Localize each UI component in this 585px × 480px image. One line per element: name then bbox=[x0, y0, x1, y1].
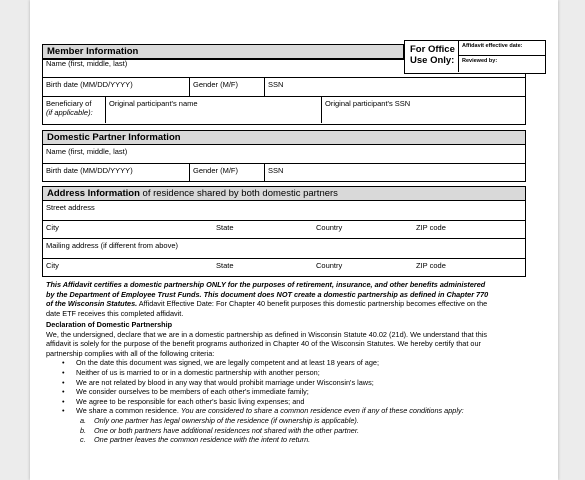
mailing-address-field[interactable]: Mailing address (if different from above) bbox=[46, 241, 179, 250]
criteria-item: • Neither of us is married to or in a domestic partnership with another person; bbox=[62, 368, 320, 377]
member-gender-field[interactable]: Gender (M/F) bbox=[189, 78, 264, 96]
member-birth-row bbox=[43, 78, 525, 97]
declaration-line-3: partnership complies with all of the following criteria: bbox=[46, 348, 215, 358]
criteria-item: • We agree to be responsible for each other's basic living expenses; and bbox=[62, 396, 305, 406]
affidavit-line-3-rest: Affidavit Effective Date: For Chapter 40 benefit purposes this domestic partnership becomes effective on the bbox=[137, 299, 488, 309]
condition-a: a. Only one partner has legal ownership of the residence (if ownership is applicable). bbox=[80, 416, 359, 425]
mailing-city-field[interactable]: City bbox=[46, 261, 59, 270]
address-header-bold: Address Information bbox=[47, 188, 140, 199]
condition-b: b. One or both partners have additional residences not shared with the other partner. bbox=[80, 425, 360, 435]
beneficiary-label bbox=[43, 97, 105, 123]
member-information-header: Member Information bbox=[43, 45, 403, 59]
affidavit-line-4: date ETF receives this completed affidavit. bbox=[46, 308, 184, 318]
domestic-partner-header: Domestic Partner Information bbox=[43, 131, 525, 145]
member-birth-date-field[interactable]: Birth date (MM/DD/YYYY) bbox=[46, 80, 133, 89]
partner-name-field[interactable]: Name (first, middle, last) bbox=[46, 147, 128, 156]
reviewed-by-field[interactable]: Reviewed by: bbox=[462, 58, 498, 64]
office-use-title: For Office Use Only: bbox=[405, 41, 459, 72]
office-use-box bbox=[404, 40, 546, 74]
affidavit-line-2: by the Department of Employee Trust Funds. This document does NOT create a domestic partnership as defined in Chapter 770 bbox=[46, 289, 489, 299]
address-section bbox=[42, 186, 526, 277]
partner-gender-field[interactable]: Gender (M/F) bbox=[189, 164, 264, 181]
zip-field[interactable]: ZIP code bbox=[416, 223, 446, 232]
mailing-zip-field[interactable]: ZIP code bbox=[416, 261, 446, 270]
criteria-item-residence: • We share a common residence. You are considered to share a common residence even if any of these conditions apply: bbox=[62, 406, 464, 416]
mailing-row bbox=[43, 239, 525, 259]
declaration-title: Declaration of Domestic Partnership bbox=[46, 320, 173, 329]
affidavit-line-3 bbox=[46, 299, 536, 309]
member-name-field[interactable]: Name (first, middle, last) bbox=[46, 59, 128, 68]
city-field[interactable]: City bbox=[46, 223, 59, 232]
mailing-country-field[interactable]: Country bbox=[316, 261, 343, 270]
original-participant-ssn-field[interactable]: Original participant's SSN bbox=[321, 97, 525, 123]
street-row bbox=[43, 201, 525, 221]
beneficiary-label-line2: (if applicable): bbox=[46, 108, 93, 117]
mailing-state-field[interactable]: State bbox=[216, 261, 234, 270]
declaration-line-1: We, the undersigned, declare that we are in a domestic partnership as defined in Wisconsin Statute 40.02 (21d). We understand that this bbox=[46, 329, 488, 339]
country-field[interactable]: Country bbox=[316, 223, 343, 232]
member-beneficiary-row bbox=[43, 97, 525, 123]
state-field[interactable]: State bbox=[216, 223, 234, 232]
affidavit-line-3-bold: of the Wisconsin Statutes. bbox=[46, 299, 138, 309]
original-participant-name-field[interactable]: Original participant's name bbox=[105, 97, 321, 123]
domestic-partner-section bbox=[42, 130, 526, 182]
address-header bbox=[43, 187, 525, 201]
city-row bbox=[43, 221, 525, 239]
partner-name-row bbox=[43, 145, 525, 164]
affidavit-line-1: This Affidavit certifies a domestic partnership ONLY for the purposes of retirement, insurance, and other benefits administered bbox=[46, 280, 486, 289]
partner-ssn-field[interactable]: SSN bbox=[264, 164, 525, 181]
partner-birth-row bbox=[43, 164, 525, 181]
address-header-rest: of residence shared by both domestic partners bbox=[139, 188, 338, 199]
beneficiary-label-line1: Beneficiary of bbox=[46, 99, 92, 108]
form-page bbox=[30, 0, 558, 480]
affidavit-effective-date-field[interactable]: Affidavit effective date: bbox=[459, 41, 545, 56]
criteria-item: • We are not related by blood in any way that would prohibit marriage under Wisconsin's laws; bbox=[62, 377, 374, 387]
criteria-item: • We consider ourselves to be members of each other's immediate family; bbox=[62, 387, 309, 397]
criteria-item: • On the date this document was signed, we are legally competent and at least 18 years of age; bbox=[62, 358, 380, 368]
mailing-city-row bbox=[43, 259, 525, 276]
partner-birth-date-field[interactable]: Birth date (MM/DD/YYYY) bbox=[46, 166, 133, 175]
declaration-line-2: affidavit is solely for the purpose of the benefit programs authorized in Chapter 40 of the Wisconsin Statutes. We hereby certify that our bbox=[46, 339, 481, 349]
member-ssn-field[interactable]: SSN bbox=[264, 78, 525, 96]
condition-c: c. One partner leaves the common residence with the intent to return. bbox=[80, 435, 311, 445]
street-address-field[interactable]: Street address bbox=[46, 203, 95, 212]
